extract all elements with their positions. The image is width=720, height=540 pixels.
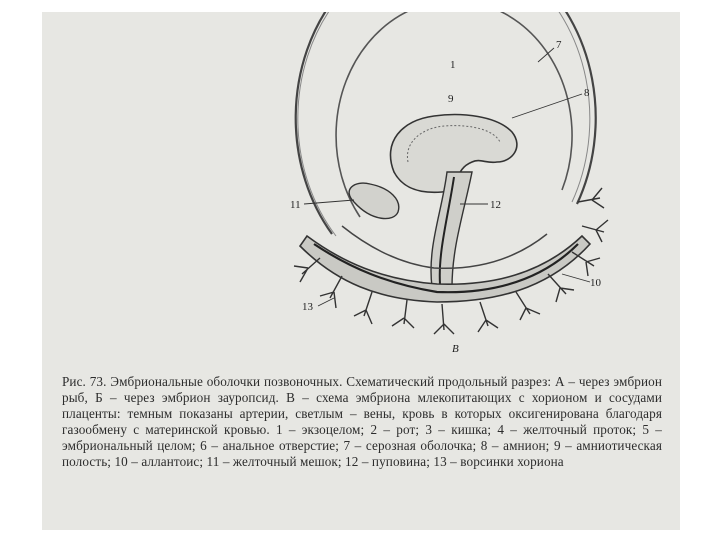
embryo-diagram <box>42 12 680 372</box>
label-8: 8 <box>584 87 590 99</box>
label-12: 12 <box>490 199 501 211</box>
label-7: 7 <box>556 39 562 51</box>
label-10: 10 <box>590 277 601 289</box>
scanned-page <box>42 12 680 530</box>
figure-caption <box>62 374 662 470</box>
label-1: 1 <box>450 59 456 71</box>
yolk-sac <box>349 183 399 218</box>
label-11: 11 <box>290 199 301 211</box>
label-13: 13 <box>302 301 313 313</box>
caption-text: Рис. 73. Эмбриональные оболочки позвоночных. Схематический продольный разрез: А – через эмбрион рыб, Б – через эмбрион зауропсид. В – схема эмбриона млекопитающих с хорионом и сосудами плаценты: темным показаны артерии, светлым – вены, кровь в которых оксигенирована благодаря газообмену с материнской кровью. 1 – экзоцелом; 2 – рот; 3 – кишка; 4 – желточный проток; 5 – эмбриональный целом; 6 – анальное отверстие; 7 – серозная оболочка; 8 – амнион; 9 – амниотическая полость; 10 – аллантоис; 11 – желточный мешок; 12 – пуповина; 13 – ворсинки хориона <box>62 374 662 469</box>
label-9: 9 <box>448 93 454 105</box>
panel-label: В <box>452 343 459 355</box>
